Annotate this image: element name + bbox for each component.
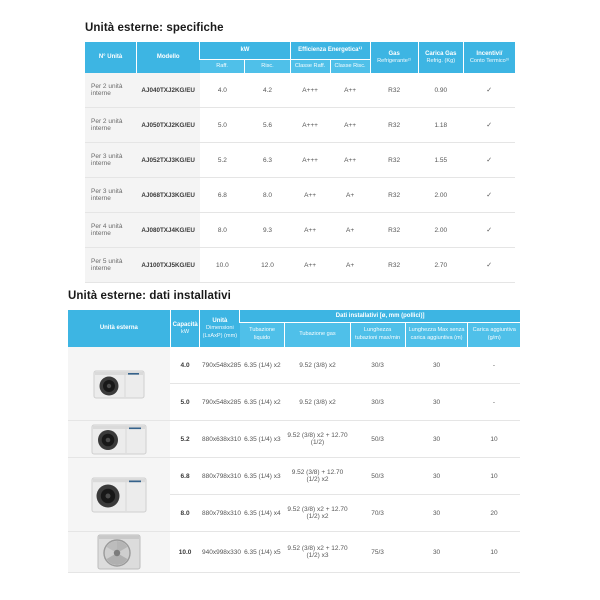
cell-kw-raff: 5.2 xyxy=(200,143,245,178)
cell-carica: 2.70 xyxy=(418,248,463,283)
cell-kw-risc: 12.0 xyxy=(245,248,290,283)
cell-max-length-no-charge: 30 xyxy=(405,347,468,384)
cell-pipe-length: 50/3 xyxy=(350,458,405,495)
col-header-tubazione-gas: Tubazione gas xyxy=(285,323,350,348)
cell-max-length-no-charge: 30 xyxy=(405,384,468,421)
section1-title: Unità esterne: specifiche xyxy=(85,22,224,34)
cell-units: Per 2 unità interne xyxy=(85,73,137,108)
outdoor-unit-photo-medium xyxy=(68,421,170,458)
cell-kw-raff: 6.8 xyxy=(200,178,245,213)
checkmark-icon: ✓ xyxy=(463,178,515,213)
outdoor-unit-photo-xlarge xyxy=(68,532,170,573)
col-header-raff: Raff. xyxy=(200,60,245,74)
col-header-dimensioni: Unità Dimensioni (LxAxP) (mm) xyxy=(200,310,240,347)
col-header-carica-aggiuntiva: Carica aggiuntiva (g/m) xyxy=(468,323,520,348)
install-row xyxy=(68,532,520,573)
cell-gas: R32 xyxy=(370,213,418,248)
col-header-n-unita: N° Unità xyxy=(85,42,137,73)
cell-pipe-length: 70/3 xyxy=(350,495,405,532)
cell-dimensions: 790x548x285 xyxy=(200,384,240,421)
cell-gas: R32 xyxy=(370,248,418,283)
install-table xyxy=(68,310,520,573)
cell-model: AJ052TXJ3KG/EU xyxy=(137,143,200,178)
cell-capacity: 4.0 xyxy=(170,347,200,384)
cell-model: AJ068TXJ3KG/EU xyxy=(137,178,200,213)
cell-max-length-no-charge: 30 xyxy=(405,532,468,573)
col-header-gas: Gas Refrigerante²⁾ xyxy=(370,42,418,73)
cell-pipe-length: 50/3 xyxy=(350,421,405,458)
cell-units: Per 3 unità interne xyxy=(85,178,137,213)
section-specifiche xyxy=(85,22,515,283)
col-header-kw: kW xyxy=(200,42,290,60)
spec-row xyxy=(85,178,515,213)
cell-capacity: 8.0 xyxy=(170,495,200,532)
section2-title: Unità esterne: dati installativi xyxy=(68,290,231,302)
cell-carica: 2.00 xyxy=(418,178,463,213)
cell-carica: 1.18 xyxy=(418,108,463,143)
cell-kw-risc: 4.2 xyxy=(245,73,290,108)
cell-kw-raff: 8.0 xyxy=(200,213,245,248)
outdoor-unit-image xyxy=(87,473,151,517)
col-header-efficienza: Efficienza Energetica¹⁾ xyxy=(290,42,370,60)
cell-kw-risc: 6.3 xyxy=(245,143,290,178)
cell-classe-risc: A++ xyxy=(330,108,370,143)
cell-classe-risc: A+ xyxy=(330,178,370,213)
cell-classe-risc: A+ xyxy=(330,248,370,283)
col-header-dati-installativi: Dati installativi [ø, mm (pollici)] xyxy=(240,310,520,323)
cell-classe-raff: A+++ xyxy=(290,143,330,178)
cell-model: AJ050TXJ2KG/EU xyxy=(137,108,200,143)
cell-gas: R32 xyxy=(370,178,418,213)
cell-model: AJ080TXJ4KG/EU xyxy=(137,213,200,248)
cell-pipe-length: 30/3 xyxy=(350,347,405,384)
cell-liquid-pipe: 6.35 (1/4) x3 xyxy=(240,458,285,495)
cell-liquid-pipe: 6.35 (1/4) x4 xyxy=(240,495,285,532)
cell-liquid-pipe: 6.35 (1/4) x3 xyxy=(240,421,285,458)
cell-gas-pipe: 9.52 (3/8) x2 xyxy=(285,347,350,384)
cell-classe-risc: A++ xyxy=(330,143,370,178)
spec-row xyxy=(85,108,515,143)
cell-gas-pipe: 9.52 (3/8) x2 + 12.70 (1/2) xyxy=(285,421,350,458)
install-row xyxy=(68,421,520,458)
cell-max-length-no-charge: 30 xyxy=(405,421,468,458)
cell-gas-pipe: 9.52 (3/8) x2 + 12.70 (1/2) x2 xyxy=(285,495,350,532)
cell-extra-charge: 10 xyxy=(468,421,520,458)
cell-pipe-length: 75/3 xyxy=(350,532,405,573)
outdoor-unit-photo-large xyxy=(68,458,170,532)
cell-kw-raff: 4.0 xyxy=(200,73,245,108)
col-header-unita-esterna: Unità esterna xyxy=(68,310,170,347)
cell-carica: 0.90 xyxy=(418,73,463,108)
cell-classe-raff: A++ xyxy=(290,213,330,248)
cell-classe-raff: A+++ xyxy=(290,73,330,108)
col-header-classe-risc: Classe Risc. xyxy=(330,60,370,74)
cell-model: AJ040TXJ2KG/EU xyxy=(137,73,200,108)
cell-gas-pipe: 9.52 (3/8) + 12.70 (1/2) x2 xyxy=(285,458,350,495)
col-header-classe-raff: Classe Raff. xyxy=(290,60,330,74)
checkmark-icon: ✓ xyxy=(463,213,515,248)
spec-row xyxy=(85,143,515,178)
spec-row xyxy=(85,73,515,108)
col-header-incentivi: Incentivi/ Conto Termico³⁾ xyxy=(463,42,515,73)
cell-classe-risc: A+ xyxy=(330,213,370,248)
cell-classe-raff: A++ xyxy=(290,248,330,283)
cell-units: Per 3 unità interne xyxy=(85,143,137,178)
cell-dimensions: 880x798x310 xyxy=(200,458,240,495)
checkmark-icon: ✓ xyxy=(463,248,515,283)
col-header-modello: Modello xyxy=(137,42,200,73)
checkmark-icon: ✓ xyxy=(463,143,515,178)
checkmark-icon: ✓ xyxy=(463,108,515,143)
cell-capacity: 6.8 xyxy=(170,458,200,495)
cell-liquid-pipe: 6.35 (1/4) x2 xyxy=(240,384,285,421)
col-header-tubazione-liquido: Tubazione liquido xyxy=(240,323,285,348)
col-header-lunghezza-tubazioni: Lunghezza tubazioni max/min xyxy=(350,323,405,348)
cell-units: Per 4 unità interne xyxy=(85,213,137,248)
cell-classe-raff: A+++ xyxy=(290,108,330,143)
cell-capacity: 10.0 xyxy=(170,532,200,573)
col-header-lunghezza-max: Lunghezza Max senza carica aggiuntiva (m) xyxy=(405,323,468,348)
cell-extra-charge: - xyxy=(468,384,520,421)
cell-dimensions: 940x998x330 xyxy=(200,532,240,573)
cell-extra-charge: 10 xyxy=(468,458,520,495)
col-header-risc: Risc. xyxy=(245,60,290,74)
cell-units: Per 2 unità interne xyxy=(85,108,137,143)
outdoor-unit-image xyxy=(88,364,150,404)
spec-row xyxy=(85,248,515,283)
cell-kw-risc: 8.0 xyxy=(245,178,290,213)
cell-max-length-no-charge: 30 xyxy=(405,495,468,532)
cell-carica: 2.00 xyxy=(418,213,463,248)
cell-extra-charge: 20 xyxy=(468,495,520,532)
cell-carica: 1.55 xyxy=(418,143,463,178)
install-row xyxy=(68,347,520,384)
spec-table xyxy=(85,42,515,283)
cell-gas-pipe: 9.52 (3/8) x2 xyxy=(285,384,350,421)
section-dati-installativi xyxy=(68,290,520,573)
cell-gas: R32 xyxy=(370,108,418,143)
cell-units: Per 5 unità interne xyxy=(85,248,137,283)
cell-liquid-pipe: 6.35 (1/4) x2 xyxy=(240,347,285,384)
col-header-carica-gas: Carica Gas Refrig. (Kg) xyxy=(418,42,463,73)
cell-liquid-pipe: 6.35 (1/4) x5 xyxy=(240,532,285,573)
cell-classe-risc: A++ xyxy=(330,73,370,108)
cell-gas: R32 xyxy=(370,143,418,178)
cell-capacity: 5.2 xyxy=(170,421,200,458)
cell-extra-charge: 10 xyxy=(468,532,520,573)
outdoor-unit-image xyxy=(87,421,151,457)
cell-kw-risc: 5.6 xyxy=(245,108,290,143)
cell-extra-charge: - xyxy=(468,347,520,384)
cell-dimensions: 790x548x285 xyxy=(200,347,240,384)
cell-capacity: 5.0 xyxy=(170,384,200,421)
cell-kw-risc: 9.3 xyxy=(245,213,290,248)
install-row xyxy=(68,458,520,495)
cell-classe-raff: A++ xyxy=(290,178,330,213)
cell-kw-raff: 10.0 xyxy=(200,248,245,283)
cell-gas-pipe: 9.52 (3/8) x2 + 12.70 (1/2) x3 xyxy=(285,532,350,573)
cell-max-length-no-charge: 30 xyxy=(405,458,468,495)
cell-pipe-length: 30/3 xyxy=(350,384,405,421)
cell-gas: R32 xyxy=(370,73,418,108)
outdoor-unit-image xyxy=(90,532,148,572)
outdoor-unit-photo-small xyxy=(68,347,170,421)
col-header-capacita: Capacità kW xyxy=(170,310,200,347)
checkmark-icon: ✓ xyxy=(463,73,515,108)
cell-dimensions: 880x798x310 xyxy=(200,495,240,532)
cell-dimensions: 880x638x310 xyxy=(200,421,240,458)
cell-kw-raff: 5.0 xyxy=(200,108,245,143)
spec-row xyxy=(85,213,515,248)
cell-model: AJ100TXJ5KG/EU xyxy=(137,248,200,283)
